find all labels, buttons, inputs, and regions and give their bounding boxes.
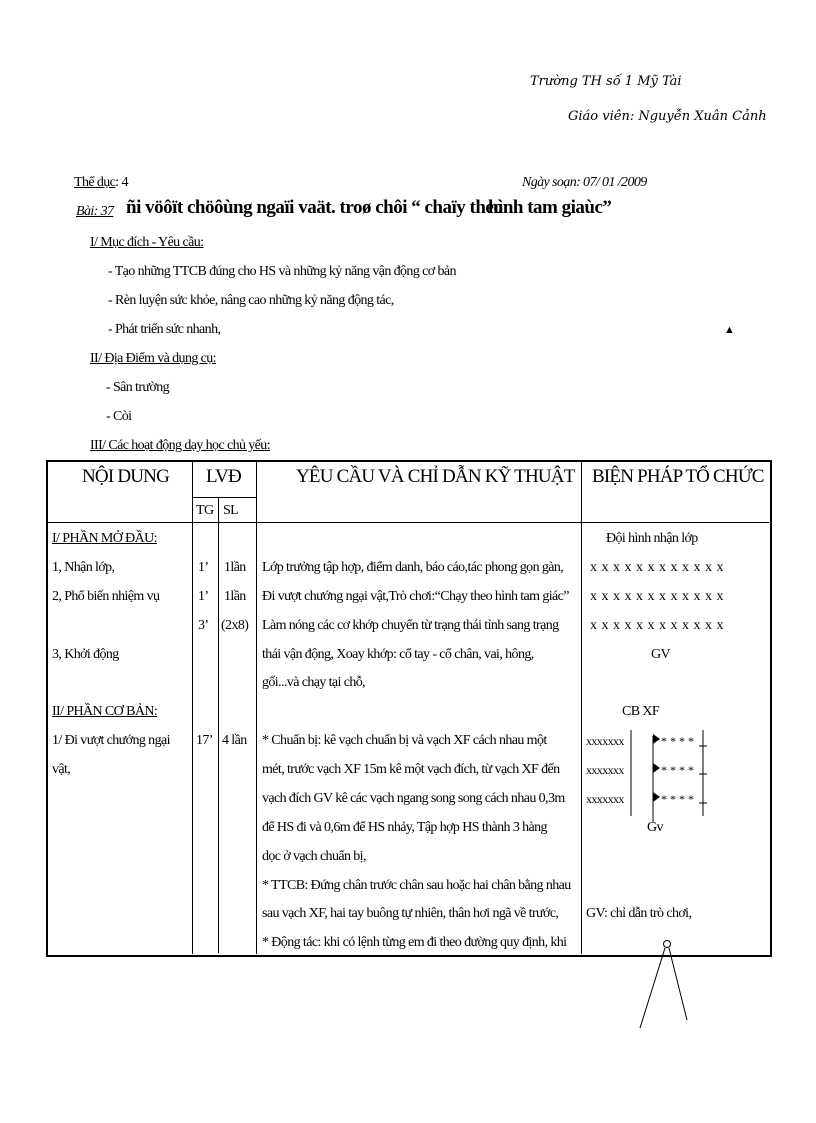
section-heading: III/ Các hoạt động dạy học chủ yếu:: [90, 438, 270, 453]
requirement-line: để HS đi và 0,6m để HS nhảy, Tập hợp HS thành 3 hàng: [262, 820, 547, 835]
lesson-title-end: hình tam giaùc”: [488, 197, 612, 218]
formation-row: x x x x x x x x x x x x: [590, 589, 724, 604]
diagram-gv: Gv: [647, 820, 663, 835]
requirement-line: gối...và chạy tại chỗ,: [262, 675, 366, 690]
triangle-mark-icon: ▲: [724, 324, 735, 336]
sl-cell: 1lần: [224, 560, 246, 575]
content-cell: II/ PHẦN CƠ BẢN:: [52, 704, 158, 719]
triangle-formation-diagram: [630, 936, 700, 1032]
formation-row: x x x x x x x x x x x x: [590, 618, 724, 633]
requirement-line: dọc ở vạch chuẩn bị,: [262, 849, 366, 864]
section-item: - Sân trường: [106, 380, 170, 395]
sl-cell: 4 lần: [222, 733, 247, 748]
stars-row: * * * *: [661, 792, 694, 806]
queue-row: xxxxxxx: [586, 734, 624, 748]
tg-cell: 1’: [198, 589, 209, 604]
formation-gv: GV: [651, 647, 671, 662]
content-cell: vật,: [52, 762, 71, 777]
subject-label: Thể dục: [74, 175, 116, 190]
section-item: - Rèn luyện sức khỏe, nâng cao những kỷ năng động tác,: [108, 293, 394, 308]
date: Ngày soạn: 07/ 01 /2009: [522, 175, 647, 190]
header-sl: SL: [223, 503, 239, 518]
stars-row: * * * *: [661, 763, 694, 777]
requirement-line: mét, trước vạch XF 15m kê một vạch đích, từ vạch XF đến: [262, 762, 560, 777]
content-cell: 2, Phổ biến nhiệm vụ: [52, 589, 160, 604]
stars-row: * * * *: [661, 734, 694, 748]
queue-row: xxxxxxx: [586, 792, 624, 806]
course-diagram: [630, 726, 710, 822]
sl-cell: 1lần: [224, 589, 246, 604]
requirement-line: vạch đích GV kê các vạch ngang song song cách nhau 0,3m: [262, 791, 565, 806]
teacher-name: Giáo viên: Nguyễn Xuân Cảnh: [568, 109, 767, 124]
formation-row: x x x x x x x x x x x x: [590, 560, 724, 575]
requirement-line: Đi vượt chướng ngại vật,Trò chơi:“Chạy theo hình tam giác”: [262, 589, 569, 604]
header-content: NỘI DUNG: [82, 466, 170, 487]
lesson-label: Bài: 37: [76, 204, 114, 219]
formation-title: Đội hình nhận lớp: [606, 531, 698, 546]
school-name: Trường TH số 1 Mỹ Tài: [530, 74, 682, 89]
header-methods: BIỆN PHÁP TỔ CHỨC: [592, 466, 764, 487]
requirement-line: thái vận động, Xoay khớp: cổ tay - cổ chân, vai, hông,: [262, 647, 534, 662]
tg-cell: 3’: [198, 618, 209, 633]
requirement-line: * TTCB: Đứng chân trước chân sau hoặc hai chân bằng nhau: [262, 878, 571, 893]
cb-xf-label: CB XF: [622, 704, 660, 719]
tg-cell: 17’: [196, 733, 213, 748]
section-item: - Tạo những TTCB đúng cho HS và những kỷ năng vận động cơ bản: [108, 264, 456, 279]
queue-row: xxxxxxx: [586, 763, 624, 777]
subject-value: : 4: [115, 175, 128, 190]
requirement-line: Lớp trưởng tập hợp, điểm danh, báo cáo,tác phong gọn gàn,: [262, 560, 564, 575]
section-heading: II/ Địa Điểm và dụng cụ:: [90, 351, 216, 366]
header-tg: TG: [196, 503, 214, 518]
section-heading: I/ Mục đích - Yêu cầu:: [90, 235, 204, 250]
section-item: - Còi: [106, 409, 132, 424]
lesson-title: ñi vöôït chöôùng ngaïi vaät. troø chôi “ chaïy theo: [126, 197, 503, 218]
tg-cell: 1’: [198, 560, 209, 575]
content-cell: I/ PHẦN MỞ ĐẦU:: [52, 531, 157, 546]
content-cell: 3, Khởi động: [52, 647, 119, 662]
section-item: - Phát triển sức nhanh,: [108, 322, 221, 337]
requirement-line: Làm nóng các cơ khớp chuyển từ trạng thái tỉnh sang trạng: [262, 618, 559, 633]
requirement-line: sau vạch XF, hai tay buông tự nhiên, thân hơi ngã về trước,: [262, 906, 559, 921]
content-cell: 1, Nhận lớp,: [52, 560, 115, 575]
requirement-line: * Động tác: khi có lệnh từng em đi theo đường quy định, khi: [262, 935, 567, 950]
sl-cell: (2x8): [221, 618, 249, 633]
content-cell: 1/ Đi vượt chướng ngại: [52, 733, 170, 748]
requirement-line: * Chuẩn bị: kê vạch chuẩn bị và vạch XF cách nhau một: [262, 733, 547, 748]
header-lvd: LVĐ: [206, 466, 241, 487]
header-requirements: YÊU CẦU VÀ CHỈ DẪN KỸ THUẬT: [296, 466, 575, 487]
guide-text: GV: chỉ dẫn trò chơi,: [586, 906, 692, 921]
